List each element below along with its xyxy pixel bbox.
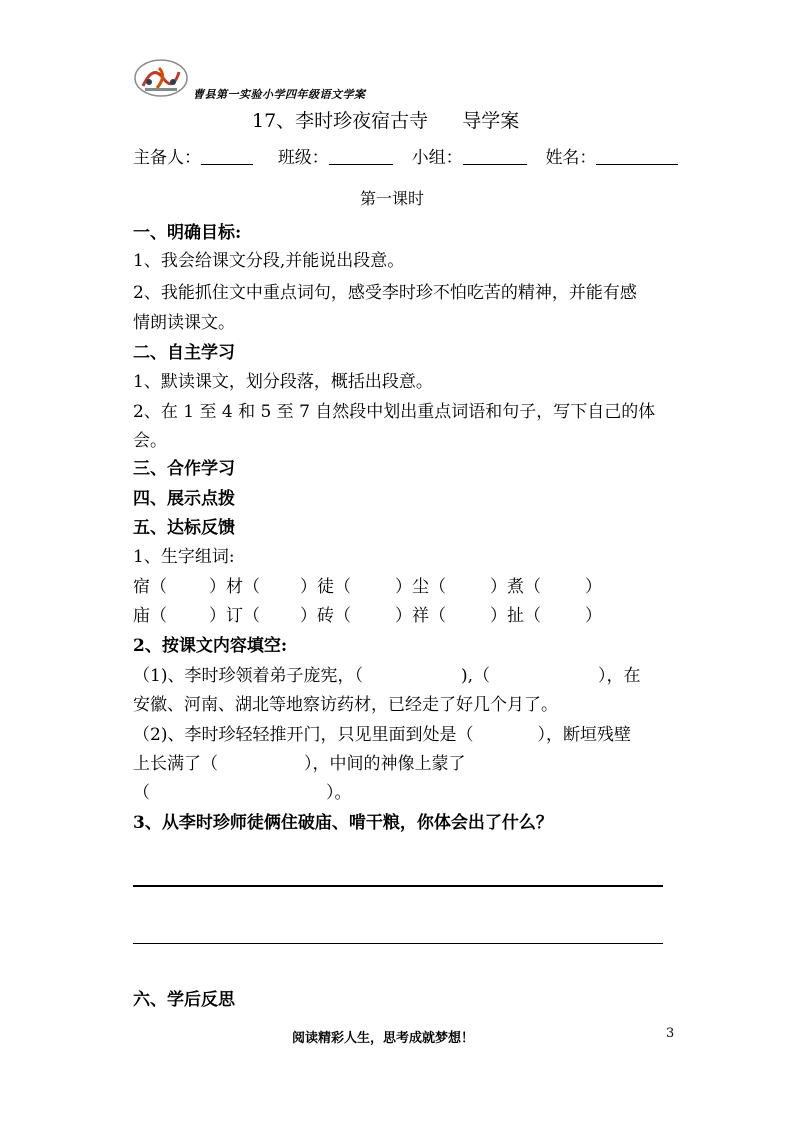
- q2-s2-line2: [133, 749, 466, 774]
- q1-label: 1、生字组词:: [133, 547, 235, 567]
- self-study-item-1: 1、默读课文，划分段落，概括出段意。: [133, 372, 433, 392]
- group-label: 小组：: [411, 148, 463, 168]
- char-cell: ）尘（: [395, 577, 446, 597]
- page-title: [252, 106, 519, 133]
- footer-motto: 阅读精彩人生，思考成就梦想！: [292, 1031, 475, 1046]
- q2-s1-start: （1)、李时珍领着弟子庞宪，（: [133, 666, 363, 686]
- info-line: [133, 143, 678, 168]
- q2-s1-mid: ),（: [460, 666, 490, 686]
- display-heading: 四、展示点拨: [133, 489, 235, 509]
- char-cell: ）: [585, 577, 602, 597]
- char-cell: 宿（: [133, 577, 167, 597]
- char-row-1: [133, 572, 602, 597]
- answer-line-2[interactable]: [133, 943, 663, 944]
- q2-s2-l3-end: ）。: [326, 783, 352, 803]
- reflection-heading: 六、学后反思: [133, 990, 235, 1010]
- q2-s1-line1: [133, 661, 641, 686]
- cooperation-heading: 三、合作学习: [133, 459, 235, 479]
- q2-s2-l2-end: ），中间的神像上蒙了: [304, 754, 466, 774]
- char-cell: ）祥（: [395, 606, 446, 626]
- char-cell: ）砖（: [300, 606, 351, 626]
- q3-label: 3、从李时珍师徒俩住破庙、啃干粮，你体会出了什么？: [133, 813, 553, 833]
- q2-s2-end: ），断垣残壁: [537, 725, 631, 745]
- class-label: 班级：: [277, 148, 329, 168]
- group-blank[interactable]: [463, 148, 527, 165]
- class-blank[interactable]: [329, 148, 393, 165]
- goal-item-1: 1、我会给课文分段,并能说出段意。: [133, 251, 405, 271]
- q2-s2-line3: [133, 778, 352, 803]
- char-cell: ）扯（: [490, 606, 541, 626]
- answer-line-1[interactable]: [133, 885, 663, 887]
- page-number: 3: [666, 1026, 675, 1041]
- q2-s2-l2-start: 上长满了（: [133, 754, 218, 774]
- self-study-item-2-line1: 2、在 1 至 4 和 5 至 7 自然段中划出重点词语和句子，写下自己的体: [133, 402, 656, 422]
- q2-s2-l3-start: （: [133, 783, 150, 803]
- goals-heading: 一、明确目标:: [133, 223, 242, 243]
- char-row-2: [133, 601, 602, 626]
- self-study-heading: 二、自主学习: [133, 343, 235, 363]
- preparer-blank[interactable]: [201, 148, 253, 165]
- char-cell: ）煮（: [490, 577, 541, 597]
- name-label: 姓名：: [545, 148, 597, 168]
- char-cell: 庙（: [133, 606, 167, 626]
- self-study-item-2-line2: 会。: [133, 431, 167, 451]
- char-cell: ）: [585, 606, 602, 626]
- doc-type: 导学案: [462, 110, 520, 132]
- lesson-period: 第一课时: [360, 189, 425, 208]
- school-logo-icon: [133, 58, 189, 98]
- lesson-title: 17、李时珍夜宿古寺: [252, 110, 429, 132]
- char-cell: ）徒（: [300, 577, 351, 597]
- name-blank[interactable]: [596, 148, 678, 165]
- q2-s2-start: （2)、李时珍轻轻推开门，只见里面到处是（: [133, 725, 474, 745]
- goal-item-2-line2: 情朗读课文。: [133, 313, 235, 333]
- school-name: 曹县第一实验小学四年级语文学案: [193, 88, 366, 101]
- q2-s1-end: ），在: [598, 666, 641, 686]
- q2-label: 2、按课文内容填空:: [133, 636, 288, 656]
- goal-item-2-line1: 2、我能抓住文中重点词句，感受李时珍不怕吃苦的精神，并能有感: [133, 283, 637, 303]
- char-cell: ）材（: [209, 577, 260, 597]
- q2-s2-line1: [133, 720, 631, 745]
- q2-s1-line2: 安徽、河南、湖北等地察访药材，已经走了好几个月了。: [133, 695, 558, 715]
- preparer-label: 主备人：: [133, 148, 201, 168]
- feedback-heading: 五、达标反馈: [133, 518, 235, 538]
- char-cell: ）订（: [209, 606, 260, 626]
